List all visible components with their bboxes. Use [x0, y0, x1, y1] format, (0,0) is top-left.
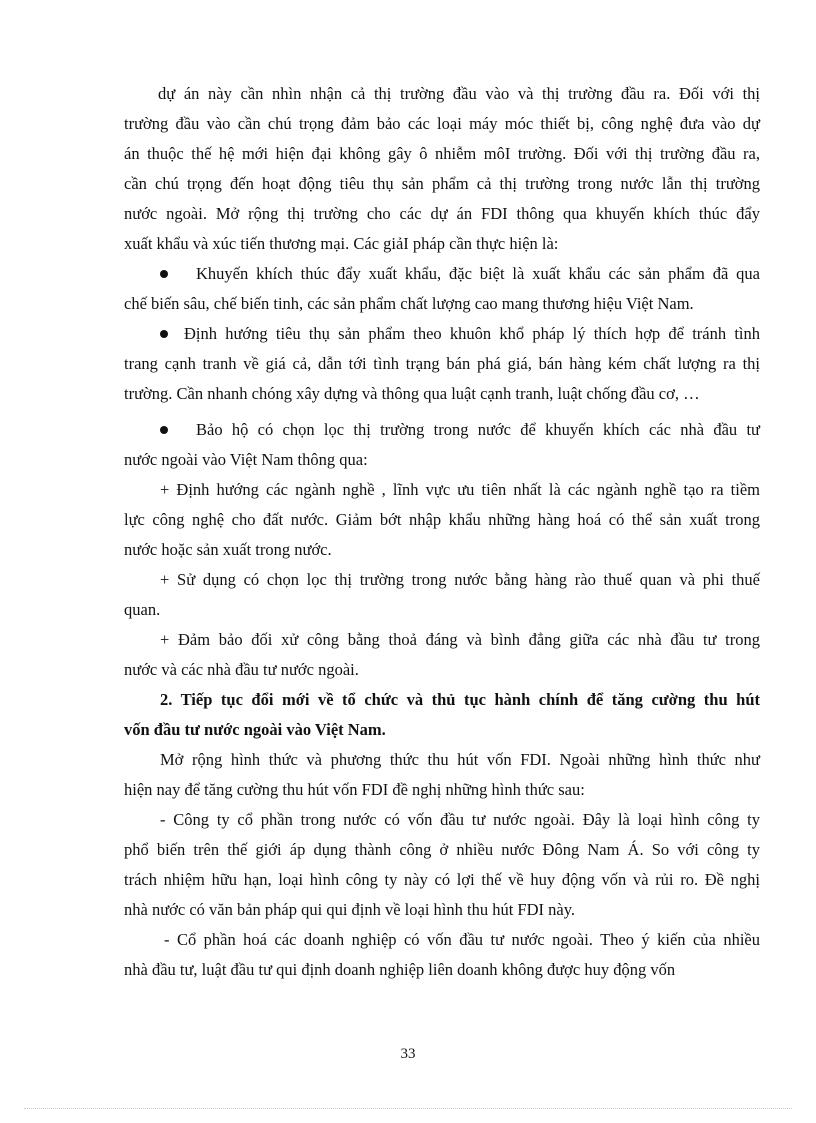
text-line: trường. Cần nhanh chóng xây dựng và thông qua luật cạnh tranh, luật chống đầu cơ, … — [124, 384, 700, 403]
text-line: dự án này cần nhìn nhận cả thị trường đầu vào và thị trường đầu ra. Đối với thị — [158, 84, 760, 103]
text-line: trường đầu vào cần chú trọng đảm bảo các loại máy móc thiết bị, công nghệ đưa vào dự — [124, 114, 760, 133]
section-heading: vốn đầu tư nước ngoài vào Việt Nam. — [124, 720, 386, 739]
text-line: trang cạnh tranh về giá cả, dẫn tới tình trạng bán phá giá, bán hàng kém chất lượng ra thị — [124, 354, 760, 373]
text-line: hiện nay để tăng cường thu hút vốn FDI đề nghị những hình thức sau: — [124, 780, 585, 799]
text-line: nước ngoài. Mở rộng thị trường cho các dự án FDI thông qua khuyến khích thúc đẩy — [124, 204, 760, 223]
text-line: Mở rộng hình thức và phương thức thu hút vốn FDI. Ngoài những hình thức như — [160, 750, 760, 769]
text-line: quan. — [124, 600, 161, 619]
text-line: nhà đầu tư, luật đầu tư qui định doanh nghiệp liên doanh không được huy động vốn — [124, 960, 676, 979]
text-line: - Công ty cổ phần trong nước có vốn đầu tư nước ngoài. Đây là loại hình công ty — [160, 810, 760, 829]
text-line: cần chú trọng đến hoạt động tiêu thụ sản phẩm cả thị trường trong nước lẫn thị trường — [124, 174, 760, 193]
page-bottom-divider — [24, 1108, 792, 1109]
text-line: + Sử dụng có chọn lọc thị trường trong nước bằng hàng rào thuế quan và phi thuế — [160, 570, 760, 589]
text-line: + Đảm bảo đối xử công bằng thoả đáng và bình đẳng giữa các nhà đầu tư trong — [160, 630, 760, 649]
bullet-icon — [160, 270, 168, 278]
bullet-icon — [160, 330, 168, 338]
text-line: lực công nghệ cho đất nước. Giảm bớt nhập khẩu những hàng hoá có thể sản xuất trong — [124, 510, 760, 529]
text-line: + Định hướng các ngành nghề , lĩnh vực ưu tiên nhất là các ngành nghề tạo ra tiềm — [160, 480, 760, 499]
text-line: Bảo hộ có chọn lọc thị trường trong nước để khuyến khích các nhà đầu tư — [196, 420, 760, 439]
page-number: 33 — [400, 1046, 416, 1062]
text-line: nước hoặc sản xuất trong nước. — [124, 540, 332, 559]
text-line: Khuyến khích thúc đẩy xuất khẩu, đặc biệt là xuất khẩu các sản phẩm đã qua — [196, 264, 760, 283]
text-line: trách nhiệm hữu hạn, loại hình công ty này có lợi thế về huy động vốn và rủi ro. Đề nghị — [124, 870, 760, 889]
text-line: - Cổ phần hoá các doanh nghiệp có vốn đầu tư nước ngoài. Theo ý kiến của nhiều — [164, 930, 760, 949]
section-heading: 2. Tiếp tục đổi mới về tổ chức và thủ tục hành chính để tăng cường thu hút — [160, 690, 760, 709]
text-line: chế biến sâu, chế biến tinh, các sản phẩm chất lượng cao mang thương hiệu Việt Nam. — [124, 294, 694, 313]
text-line: án thuộc thế hệ mới hiện đại không gây ô nhiễm môI trường. Đối với thị trường đầu ra, — [124, 144, 760, 163]
text-line: Định hướng tiêu thụ sản phẩm theo khuôn khổ pháp lý thích hợp để tránh tình — [184, 324, 760, 343]
text-line: nhà nước có văn bản pháp qui qui định về loại hình thu hút FDI này. — [124, 900, 576, 919]
bullet-icon — [160, 426, 168, 434]
text-line: nước ngoài vào Việt Nam thông qua: — [124, 450, 368, 469]
text-line: nước và các nhà đầu tư nước ngoài. — [124, 660, 359, 679]
text-line: xuất khẩu và xúc tiến thương mại. Các giảI pháp cần thực hiện là: — [124, 234, 559, 253]
text-line: phổ biến trên thế giới áp dụng thành công ở nhiều nước Đông Nam Á. So với công ty — [124, 840, 760, 859]
